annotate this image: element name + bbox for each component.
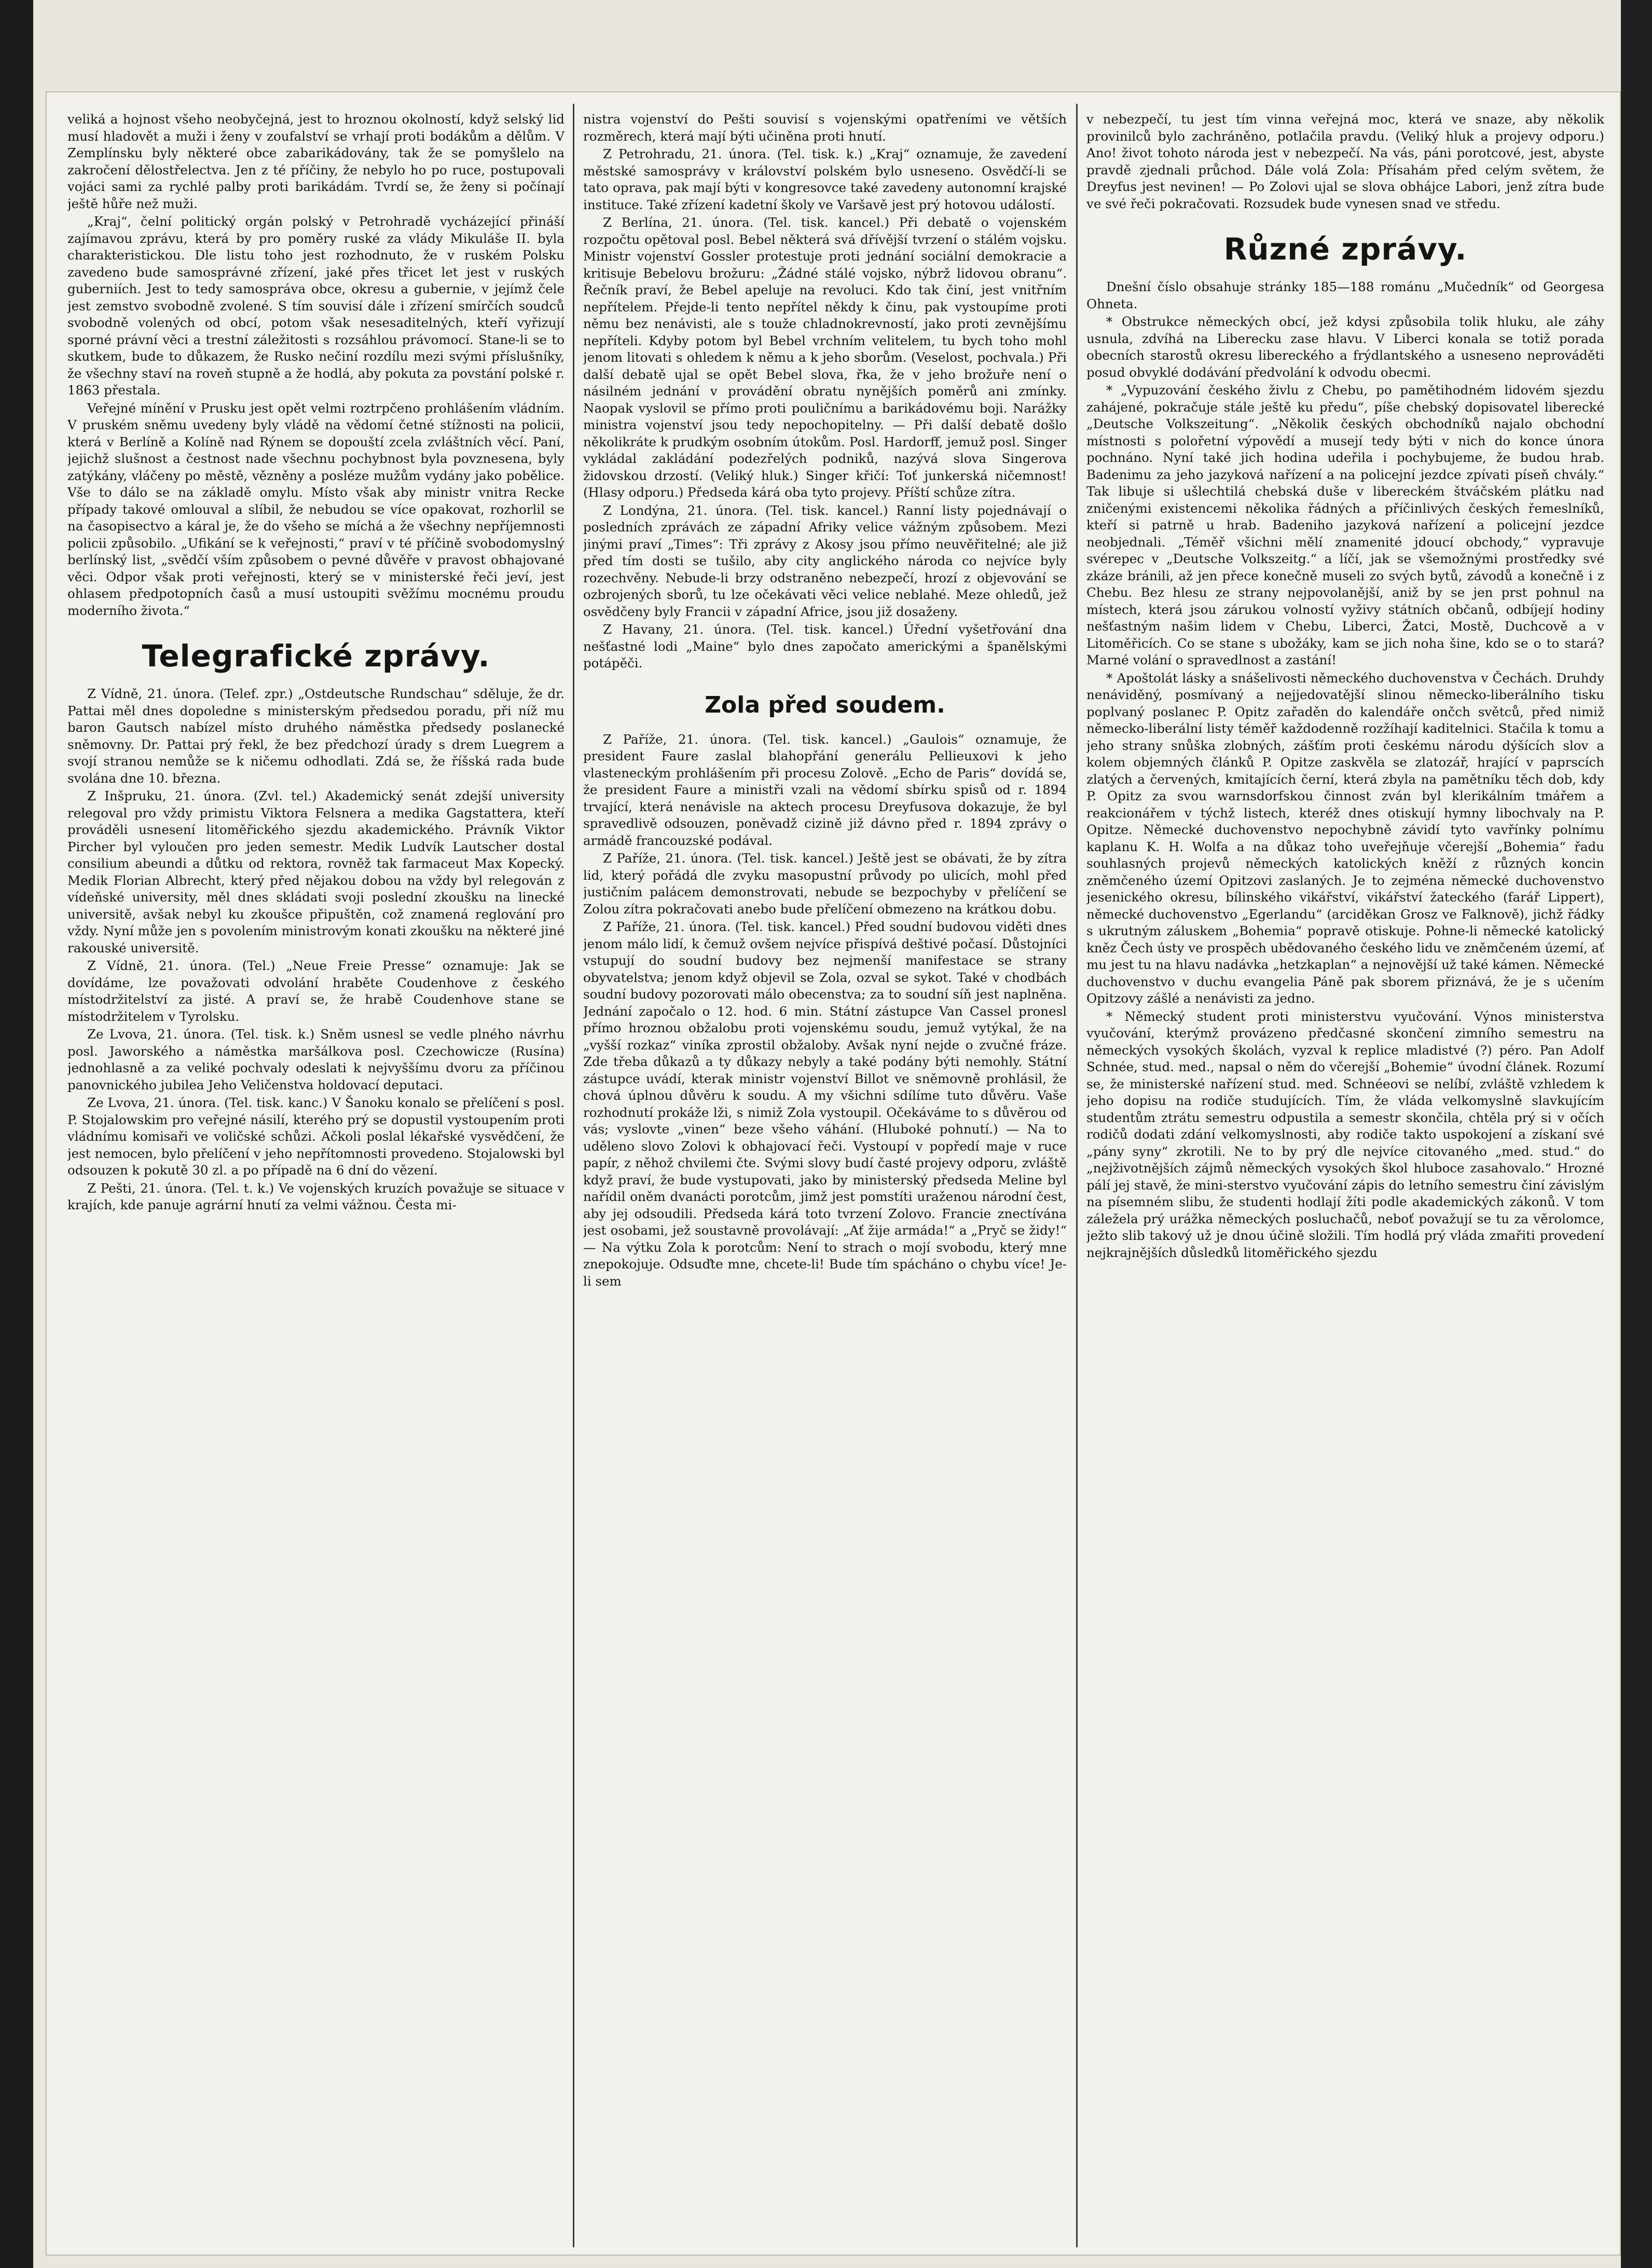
- paragraph: „Kraj“, čelní politický orgán polský v Petrohradě vycházející přináší zajímavou zprávu, která by pro poměry ruské za vlády Mikuláše II. byla charakteristickou. Dle listu toho jest rozhodnuto, že v ruském Polsku zavedeno bude samosprávné zřízení, jaké přes třicet let jest v ruských guberniích. Jest to tedy samospráva obce, okresu a gubernie, v jejímž čele jest zemstvo svobodně zvolené. S tím souvisí dále i zřízení smírčích soudců svobodně volených od obcí, potom však nesesaditelných, kteří vyřizují sporné právní věci a trestní záležitosti s rozsáhlou právomocí. Stane-li se to skutkem, bude to důkazem, že Rusko nečiní rozdílu mezi svými příslušníky, že všechny staví na roveň stupně a že hodlá, aby pokuta za povstání polské r. 1863 přestala.: [67, 214, 565, 398]
- news-item: Z Inšpruku, 21. února. (Zvl. tel.) Akademický senát zdejší university relegoval pro vždy primistu Viktora Felsnera a medika Gagstattera, kteří prováděli usnesení litoměřického sjezdu akademického. Právník Viktor Pircher byl vyloučen pro jeden semestr. Medik Ludvík Lautscher dostal consilium abeundi a důtku od rektora, rovněž tak farmaceut Max Kopecký. Medik Florian Albrecht, který před nějakou dobou na vždy byl relegován z vídeňské university, měl dnes skládati svoji poslední zkoušku na linecké universitě, avšak nebyl ku zkoušce připuštěn, což znamená reglování pro vždy. Nyní může jen s povolením ministrovým konati zkoušku na některé jiné rakouské universitě.: [67, 788, 565, 955]
- column-right: [1086, 111, 1604, 2234]
- news-item: Dnešní číslo obsahuje stránky 185—188 románu „Mučedník“ od Georgesa Ohneta.: [1086, 279, 1604, 311]
- section-title-various-news: Různé zprávy.: [1223, 231, 1467, 267]
- news-item: Z Vídně, 21. února. (Tel.) „Neue Freie Presse“ oznamuje: Jak se dovídáme, lze považovati odvolání hraběte Coudenhove z českého místodržitelství za jisté. A praví se, že hrabě Coudenhove stane se místodržitelem v Tyrolsku.: [67, 958, 565, 1024]
- news-item: * Obstrukce německých obcí, jež kdysi způsobila tolik hluku, ale záhy usnula, zdvíhá na Liberecku zase hlavu. V Liberci konala se totiž porada obecních starostů okresu libereckého a frýdlantského a usneseno neprováděti posud obvyklé dodávání předvolání k odvodu obecmi.: [1086, 314, 1604, 380]
- news-item: Z Petrohradu, 21. února. (Tel. tisk. k.) „Kraj“ oznamuje, že zavedení městské samosprávy v království polském bylo usneseno. Osvědčí-li se tato oprava, pak mají býti v kongresovce také zavedeny autonomní krajské instituce. Také zřízení kadetní školy ve Varšavě jest prý hotovou událostí.: [583, 146, 1067, 212]
- paragraph: v nebezpečí, tu jest tím vinna veřejná moc, která ve snaze, aby několik provinilců bylo zachráněno, potlačila pravdu. (Veliký hluk a projevy odporu.) Ano! život tohoto národa jest v nebezpečí. Na vás, páni porotcové, jest, abyste pravdě zjednali průchod. Dále volá Zola: Přísahám před celým světem, že Dreyfus jest nevinen! — Po Zolovi ujal se slova obhájce Labori, jenž zítra bude ve své řeči pokračovati. Rozsudek bude vynesen snad ve středu.: [1086, 112, 1604, 211]
- news-item: Z Paříže, 21. února. (Tel. tisk. kancel.) Před soudní budovou viděti dnes jenom málo lidí, k čemuž ovšem nejvíce přispívá deštivé počasí. Důstojníci vstupují do soudní budovy bez nejmenší manifestace se strany obyvatelstva; jenom když objevil se Zola, ozval se sykot. Také v chodbách soudní budovy pozorovati málo obecenstva; za to soudní síň jest naplněna. Jednání započalo o 12. hod. 6 min. Státní zástupce Van Cassel pronesl přímo hroznou obžalobu proti vojenskému soudu, jemuž vytýkal, že na „vyšší rozkaz“ viníka zprostil obžaloby. Avšak nyní nejde o zvučné fráze. Zde třeba důkazů a ty důkazy nebyly a také podány býti nemohly. Státní zástupce uvádí, kterak ministr vojenství Billot ve sněmovně prohlásil, že chová úplnou důvěru k soudu. A my všichni sdílíme tuto důvěru. Vaše rozhodnutí prokáže lži, s nimiž Zola vystoupil. Očekáváme to s důvěrou od vás; vyslovte „vinen“ beze všeho váhání. (Hluboké pohnutí.) — Na to uděleno slovo Zolovi k obhajovací řeči. Vystoupí v popředí maje v ruce papír, z něhož chvilemi čte. Svými slovy budí časté projevy odporu, zvláště když praví, že bude vystupovati, jako by ministerský předseda Meline byl nařídil oněm dvanácti porotcům, jimž jest pomstíti uraženou národní čest, aby jej odsoudili. Předseda kárá toto tvrzení Zolovo. Francie znectívána jest osobami, jež soustavně provolávají: „Ať žije armáda!“ a „Pryč se židy!“ — Na výtku Zola k porotcům: Není to strach o mojí svobodu, který mne znepokojuje. Odsuďte mne, chcete-li! Bude tím spácháno o chybu více! Je-li sem: [583, 919, 1067, 1289]
- news-item: Z Havany, 21. února. (Tel. tisk. kancel.) Úřední vyšetřování dna nešťastné lodi „Maine“ bylo dnes započato americkými a španělskými potápěči.: [583, 622, 1067, 671]
- scan-edge-right: [1621, 0, 1652, 2268]
- column-rule: [1076, 104, 1078, 2247]
- news-item: Ze Lvova, 21. února. (Tel. tisk. kanc.) V Šanoku konalo se přelíčení s posl. P. Stojalowskim pro veřejné násilí, kterého prý se dopustil vystoupením proti vládnímu komisaři ve voličské schůzi. Ačkoli poslal lékařské vysvědčení, že jest nemocen, bylo přelíčení v jeho nepřítomnosti provedeno. Stojalowski byl odsouzen k pokutě 30 zl. a po případě na 6 dní do vězení.: [67, 1095, 565, 1178]
- paragraph: nistra vojenství do Pešti souvisí s vojenskými opatřeními ve větších rozměrech, která mají býti učiněna proti hnutí.: [583, 112, 1067, 144]
- news-item: * Německý student proti ministerstvu vyučování. Výnos ministerstva vyučování, kterýmž provázeno předčasné skončení zimního semestru na německých vysokých školách, vyzval k replice mladistvé (?) péro. Pan Adolf Schnée, stud. med., napsal o něm do včerejší „Bohemie“ úvodní článek. Rozumí se, že ministerské nařízení stud. med. Schnéeovi se nelíbí, zvláště vzhledem k jeho dopisu na rodiče studujících. Tím, že vláda velkomyslně slavkujícím studentům ztrátu semestru odpustila a semestr skončila, chtěla prý si v očích rodičů dodati zdání velkomyslnosti, aby rodiče takto uspokojení a získaní své „pány syny“ zkrotili. Ne to by prý dle nejvíce citovaného „med. stud.“ do „nejživotnějších zájmů německých vysokých škol hluboce zasahovalo.“ Hrozné pálí jej stavě, že mini-sterstvo vyučování zápis do letního semestru činí závislým na písemném slibu, že studenti hodlají žíti podle akademických zákonů. V tom záležela prý urážka německých posluchačů, neboť považují se tu za věrolomce, ježto slib takový už je dnou účině složili. Tím hodlá prý vláda zmařiti provedení nejkrajnějších důsledků litoměřického sjezdu: [1086, 1008, 1604, 1260]
- paragraph: veliká a hojnost všeho neobyčejná, jest to hroznou okolností, když selský lid musí hladovět a muži i ženy v zoufalství se vrhají proti bodákům a dělům. V Zemplínsku byly některé obce zabarikádovány, tak že se pomyšlelo na zakročení dělostřelectva. Jen z té příčiny, že nebylo ho po ruce, postupovali vojáci sami za rychlé palby proti barikádám. Tvrdí se, že ženy si počínají ještě hůře než muži.: [67, 112, 565, 211]
- newspaper-page: [46, 91, 1621, 2256]
- news-item: * „Vypuzování českého živlu z Chebu, po pamětihodném lidovém sjezdu zahájené, pokračuje stále ještě ku předu“, píše chebský dopisovatel liberecké „Deutsche Volkszeitung“. „Několik českých obchodníků najalo obchodní místnosti s polořetní výpovědí a musejí tedy býti v nich do konce února pochnáno. Nyní také jich hodina udeřila i pochybujeme, že budou hrab. Badenimu za jeho jazyková nařízení a na policejní jezdce zpívati píseň chvály.“ Tak libuje si ušlechtilá chebská duše v libereckém štváčském plátku nad zničenými existencemi několika řádných a příčinlivých českých řemeslníků, kteří si patrně u hrab. Badeniho jazyková nařízení a policejní jezdce neobjednali. „Téměř všichni mělí znamenité jdoucí obchody,“ vypravuje svérepec v „Deutsche Volkszeitg.“ a líčí, jak se všemožnými prostředky své zkáze bránili, až jen přece konečně museli zo svých bytů, závodů a konečně i z Chebu. Bez hlesu ze strany nejpovolanější, aniž by se jen prst pohnul na místech, která jsou zárukou volností vyživy státních občanů, odbíjejí hodiny nešťastným našim lidem v Chebu, Liberci, Žatci, Mostě, Duchcově a v Litoměřicích. Co se stane s ubožáky, kam se jich noha šine, kdo se o to stará? Marné volání o spravedlnost a zastání!: [1086, 382, 1604, 667]
- news-item: * Apoštolát lásky a snášelivosti německého duchovenstva v Čechách. Druhdy nenáviděný, posmívaný a nejjedovatější slinou německo-liberálního tisku poplvaný poslanec P. Opitz zařaděn do kalendáře ončch světců, před nimiž německo-liberální listy téměř každodenně rozžíhají kaditelnici. Stačila k tomu a jeho strany snůška zlobných, zášťím proti českému národu dýšících slov a kolem objemných článků P. Opitze zaskvěla se zlatozář, hrající v paprscích zlatých a červených, kmitajících černí, která zbyla na pamětníku těch dob, kdy P. Opitz za svou warnsdorfskou činnost zván byl klerikálním tmářem a reakcionářem v týchž listech, kteréž dnes otiskují hymny libochvaly na P. Opitze. Německé duchovenstvo nepochybně závidí tyto vavřínky polnímu kaplanu K. H. Wolfa a na důkaz toho uveřejňuje včerejší „Bohemia“ řadu souhlasných projevů německých katolických kněží z různých koncin zněmčeného území Opitzovi zaslaných. Je to zejména německé duchovenstvo jesenického okresu, bílinského vikářství, vikářství žateckého (farář Lippert), německé duchovenstvo „Egerlandu“ (arciděkan Grosz ve Falknově), jichž řádky s ukrutným záluskem „Bohemia“ popravě otiskuje. Pohne-li německé katolický kněz Čech ústy ve prospěch ubědovaného českého lidu ve zněmčeném území, ať mu jest tu na hlavu nadávka „hetzkaplan“ a nejnovější už také kámen. Německé duchovenstvo v duchu evangelia Páně pak sborem přiznává, že je s učením Opitzovy zášlé a nenávisti za jedno.: [1086, 670, 1604, 1006]
- news-item: Z Londýna, 21. února. (Tel. tisk. kancel.) Ranní listy pojednávají o posledních zprávách ze západní Afriky velice vážným způsobem. Mezi jinými praví „Times“: Tři zprávy z Akosy jsou přímo neuvěřitelné; ale již před tím dosti se tušilo, aby city anglického národa co nejvíce byly rozechvěny. Nebude-li brzy odstraněno nebezpečí, hrozí z objevování se ozbrojených sborů, tu lze očekávati věci velice neblahé. Meze ohledů, jež osvědčeny byly Francii v západní Africe, jsou již dosaženy.: [583, 502, 1067, 619]
- section-title-zola-trial: Zola před soudem.: [705, 691, 945, 718]
- column-rule: [573, 104, 574, 2247]
- news-item: Z Vídně, 21. února. (Telef. zpr.) „Ostdeutsche Rundschau“ sděluje, že dr. Pattai měl dnes dopoledne s ministerským předsedou poradu, při níž mu baron Gautsch nabízel místo druhého náměstka předsedy poslanecké sněmovny. Dr. Pattai prý řekl, že bez předchozí úrady s drem Luegrem a svojí stranou nemůže se k ničemu odhodlati. Zdá se, že říšská rada bude svolána dne 10. března.: [67, 686, 565, 786]
- column-middle: [583, 111, 1067, 2234]
- scan-edge-left: [0, 0, 33, 2268]
- news-item: Z Pešti, 21. února. (Tel. t. k.) Ve vojenských kruzích považuje se situace v krajích, kde panuje agrární hnutí za velmi vážnou. Česta mi-: [67, 1180, 565, 1212]
- news-item: Z Berlína, 21. února. (Tel. tisk. kancel.) Při debatě o vojenském rozpočtu opětoval posl. Bebel některá svá dřívější tvrzení o stálém vojsku. Ministr vojenství Gossler protestuje proti jednání sociální demokracie a kritisuje Bebelovu brožuru: „Žádné stálé vojsko, nýbrž lidovou obranu“. Řečník praví, že Bebel apeluje na revoluci. Kdo tak činí, jest vnitřním nepřítelem. Přejde-li tento nepřítel někdy k činu, pak vystoupíme proti němu bez nenávisti, ale s touže chladnokrevností, jako proti zevnějšímu nepříteli. Kdyby potom byl Bebel vrchním velitelem, tu bych toho mohl jenom litovati s ohledem k němu a k jeho sborům. (Veselost, pochvala.) Při další debatě ujal se opět Bebel slova, řka, že v jeho brožuře není o násilném jednání v provádění obratu nynějších poměrů ani zmínky. Naopak vyslovil se přímo proti pouličnímu a barikádovému boji. Narážky ministra vojenství jsou tedy nepochopitelny. — Při další debatě došlo několikráte k prudkým osobním útokům. Posl. Hardorff, jemuž posl. Singer vykládal zakládání podezřelých podniků, nazývá slova Singerova židovskou drzostí. (Veliký hluk.) Singer křičí: Toť junkerská ničemnost! (Hlasy odporu.) Předseda kárá oba tyto projevy. Příští schůze zítra.: [583, 215, 1067, 500]
- news-item: Z Paříže, 21. února. (Tel. tisk. kancel.) Ještě jest se obávati, že by zítra lid, který pořádá dle zvyku masopustní průvody po ulicích, mohl před justičním palácem demonstrovati, nebude se bezpochyby v přelíčení se Zolou zítra pokračovati anebo bude přelíčení obmezeno na krátkou dobu.: [583, 851, 1067, 917]
- column-left: [67, 111, 565, 2234]
- paragraph: Veřejné mínění v Prusku jest opět velmi roztrpčeno prohlášením vládním. V pruském sněmu uvedeny byly vládě na vědomí četné stížnosti na policii, která v Berlíně a Kolíně nad Rýnem se dopouští zcela zvláštních věcí. Paní, jejichž slušnost a čestnost nade všechnu pochybnost byla povznesena, byly zatýkány, vláčeny po městě, vězněny a posléze mužům vydány jako pobělice. Vše to dálo se na základě omylu. Místo však aby ministr vnitra Recke případy takové omlouval a slíbil, že nebudou se více opakovat, rozhorlil se na časopisectvo a káral je, že do všeho se míchá a že všechny nepříjemnosti policii způsobilo. „Ufikání se k veřejnosti,“ praví v té příčině svobodomyslný berlínský list, „svědčí vším způsobem o pevné důvěře v pravost obhajované věci. Odpor však proti veřejnosti, který se v ministerské řeči jeví, jest ohlasem předpotopních časů a musí ustoupiti svěžímu mocnému proudu moderního života.“: [67, 400, 565, 618]
- news-item: Ze Lvova, 21. února. (Tel. tisk. k.) Sněm usnesl se vedle plného návrhu posl. Jaworského a náměstka maršálkova posl. Czechowicze (Rusína) jednohlasně a za veliké pochvaly odeslati k nejvyššímu dvoru za příčinou panovnického jubilea Jeho Veličenstva holdovací deputaci.: [67, 1027, 565, 1092]
- section-title-telegraphic-news: Telegrafické zprávy.: [142, 638, 490, 674]
- news-item: Z Paříže, 21. února. (Tel. tisk. kancel.) „Gaulois“ oznamuje, že president Faure zaslal blahopřání generálu Pellieuxovi k jeho vlasteneckým prohlášením při procesu Zolově. „Echo de Paris“ dovídá se, že president Faure a ministři vzali na vědomí sbírku spisů od r. 1894 trvající, která nenávisle na aktech procesu Dreyfusova dokazuje, že byl spravedlivě odsouzen, poněvadž cizině již dávno před r. 1894 zprávy o armádě francouzské podával.: [583, 731, 1067, 848]
